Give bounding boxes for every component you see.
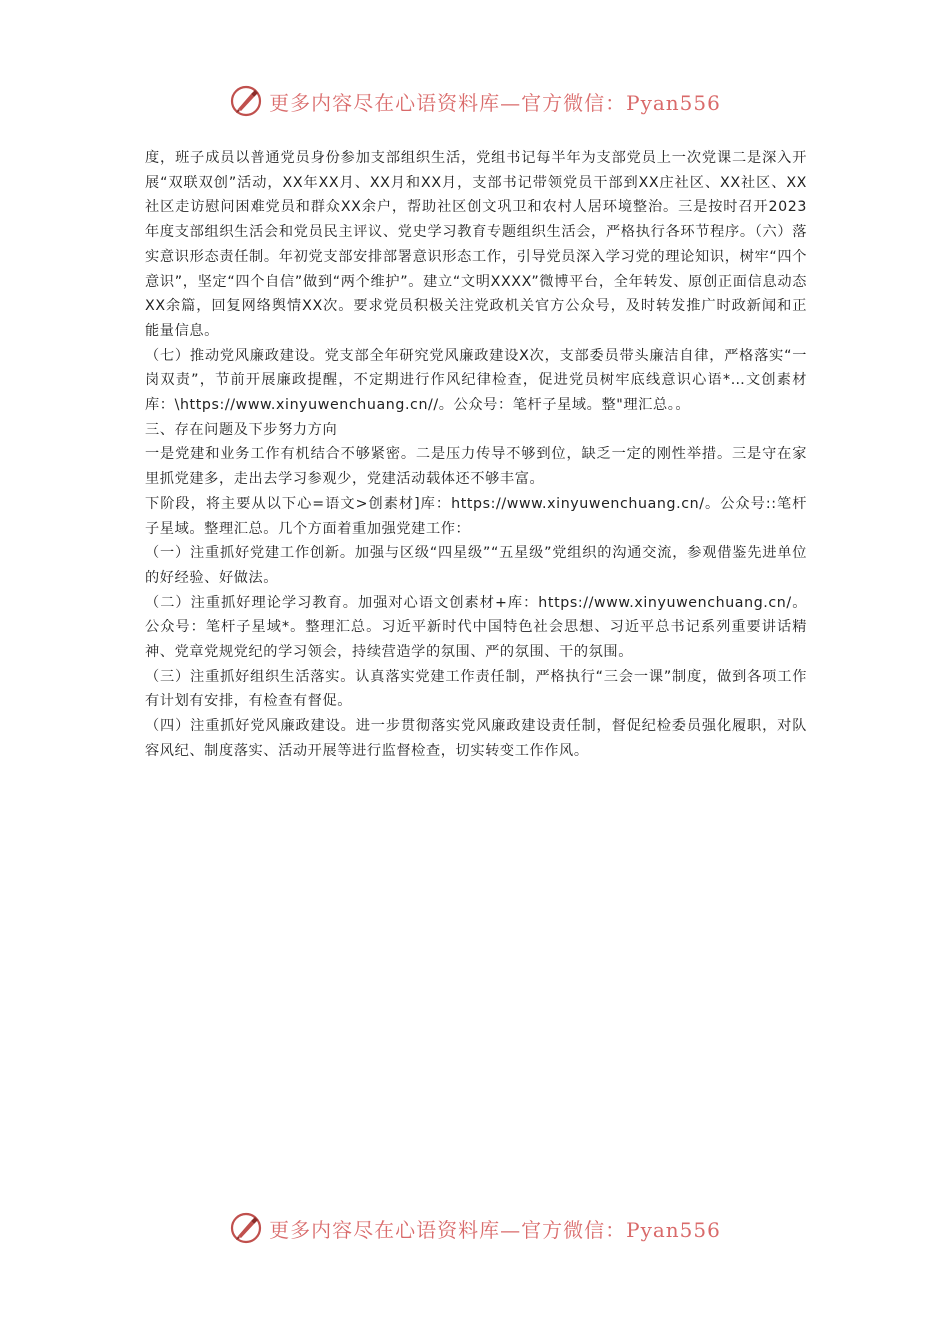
paragraph: （三）注重抓好组织生活落实。认真落实党建工作责任制，严格执行“三会一课”制度，做到各项工作有计划有安排，有检查有督促。	[145, 668, 807, 710]
pen-circle-logo-icon	[229, 84, 263, 118]
paragraph: 一是党建和业务工作有机结合不够紧密。二是压力传导不够到位，缺乏一定的刚性举措。三是守在家里抓党建多，走出去学习参观少，党建活动载体还不够丰富。	[145, 446, 807, 488]
watermark-text: 更多内容尽在心语资料库—官方微信：Pyan556	[269, 90, 721, 115]
paragraph: （七）推动党风廉政建设。党支部全年研究党风廉政建设X次，支部委员带头廉洁自律，严格落实“一岗双责”，节前开展廉政提醒，不定期进行作风纪律检查，促进党员树牢底线意识心语*…文创素材库：\https://www.xinyuwenchuang.cn//。公众号：笔杆子星域。整"理汇总。。	[145, 347, 807, 414]
footer-watermark	[0, 1211, 950, 1245]
watermark-text: 更多内容尽在心语资料库—官方微信：Pyan556	[269, 1217, 721, 1242]
paragraph: 下阶段，将主要从以下心=语文>创素材]库：https://www.xinyuwenchuang.cn/。公众号::笔杆子星域。整理汇总。几个方面着重加强党建工作：	[145, 495, 807, 537]
document-body	[145, 146, 807, 764]
pen-circle-logo-icon	[229, 1211, 263, 1245]
paragraph: （四）注重抓好党风廉政建设。进一步贯彻落实党风廉政建设责任制，督促纪检委员强化履职，对队容风纪、制度落实、活动开展等进行监督检查，切实转变工作作风。	[145, 718, 807, 759]
paragraph: （二）注重抓好理论学习教育。加强对心语文创素材+库：https://www.xinyuwenchuang.cn/。公众号：笔杆子星域*。整理汇总。习近平新时代中国特色社会思想、习近平总书记系列重要讲话精神、党章党规党纪的学习领会，持续营造学的氛围、严的氛围、干的氛围。	[145, 594, 807, 661]
paragraph: 度，班子成员以普通党员身份参加支部组织生活，党组书记每半年为支部党员上一次党课二是深入开展“双联双创”活动，XX年XX月、XX月和XX月，支部书记带领党员干部到XX庄社区、XX社区、XX社区走访慰问困难党员和群众XX余户，帮助社区创文巩卫和农村人居环境整治。三是按时召开2023年度支部组织生活会和党员民主评议、党史学习教育专题组织生活会，严格执行各环节程序。（六）落实意识形态责任制。年初党支部安排部署意识形态工作，引导党员深入学习党的理论知识，树牢“四个意识”，坚定“四个自信”做到“两个维护”。建立“文明XXXX”微博平台，全年转发、原创正面信息动态XX余篇，回复网络舆情XX次。要求党员积极关注党政机关官方公众号，及时转发推广时政新闻和正能量信息。	[145, 150, 807, 339]
section-heading: 三、存在问题及下步努力方向	[145, 421, 338, 438]
paragraph: （一）注重抓好党建工作创新。加强与区级“四星级”“五星级”党组织的沟通交流，参观借鉴先进单位的好经验、好做法。	[145, 545, 807, 586]
header-watermark	[0, 84, 950, 118]
